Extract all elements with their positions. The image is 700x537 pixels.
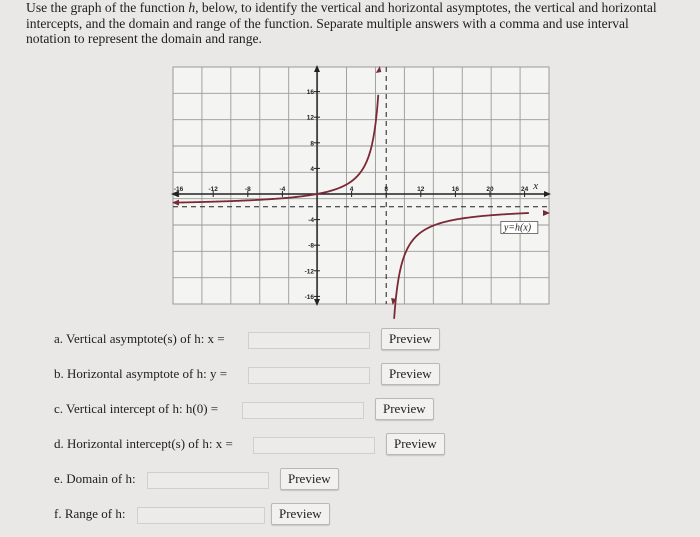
y-tick-label: -12 [304,268,314,276]
answer-input[interactable] [147,472,269,489]
question-label: a. Vertical asymptote(s) of h: x = [54,331,225,346]
x-tick-label: -12 [208,186,218,193]
y-tick-label: -4 [308,217,314,225]
x-tick-label: 20 [486,186,494,193]
y-tick-label: 8 [310,140,314,148]
answer-input[interactable] [242,402,364,419]
question-label: d. Horizontal intercept(s) of h: x = [54,436,233,451]
y-tick-label: -8 [308,242,314,250]
question-label: c. Vertical intercept of h: h(0) = [54,401,219,416]
x-tick-label: 24 [520,186,529,193]
preview-button[interactable]: Preview [280,468,339,490]
function-label-text: y=h(x) [503,222,532,234]
y-tick-label: 4 [310,165,314,173]
preview-button[interactable]: Preview [271,503,330,525]
x-tick-label: 12 [417,186,425,193]
question-label: e. Domain of h: [54,471,136,486]
function-label [501,221,538,233]
preview-button[interactable]: Preview [375,398,434,420]
y-tick-label: 12 [306,114,314,122]
x-tick-label: -16 [173,186,184,193]
question-label: f. Range of h: [54,506,126,521]
function-name: h [188,0,196,15]
answer-input[interactable] [137,507,265,524]
preview-button[interactable]: Preview [381,328,440,350]
instructions-start: Use the graph of the function [26,0,189,15]
x-axis-label: x [533,180,539,192]
preview-button[interactable]: Preview [386,433,445,455]
answer-input[interactable] [253,437,375,454]
y-tick-label: 16 [306,89,314,97]
question-label: b. Horizontal asymptote of h: y = [54,366,228,381]
preview-button[interactable]: Preview [381,363,440,385]
x-tick-label: 4 [349,186,354,193]
y-tick-label: -16 [304,293,314,301]
x-tick-label: -8 [244,186,251,193]
instructions-end: , below, to identify the vertical and horizontal asymptotes, the vertical and horizontal intercepts, and the domain and range of the function. Separate multiple answers with a comma and use interval notation to represent the domain and range. [26,0,657,46]
answer-input[interactable] [248,332,370,349]
x-tick-label: -4 [279,186,286,193]
answer-input[interactable] [248,367,370,384]
x-tick-label: 8 [384,186,389,193]
x-tick-label: 16 [451,186,460,193]
